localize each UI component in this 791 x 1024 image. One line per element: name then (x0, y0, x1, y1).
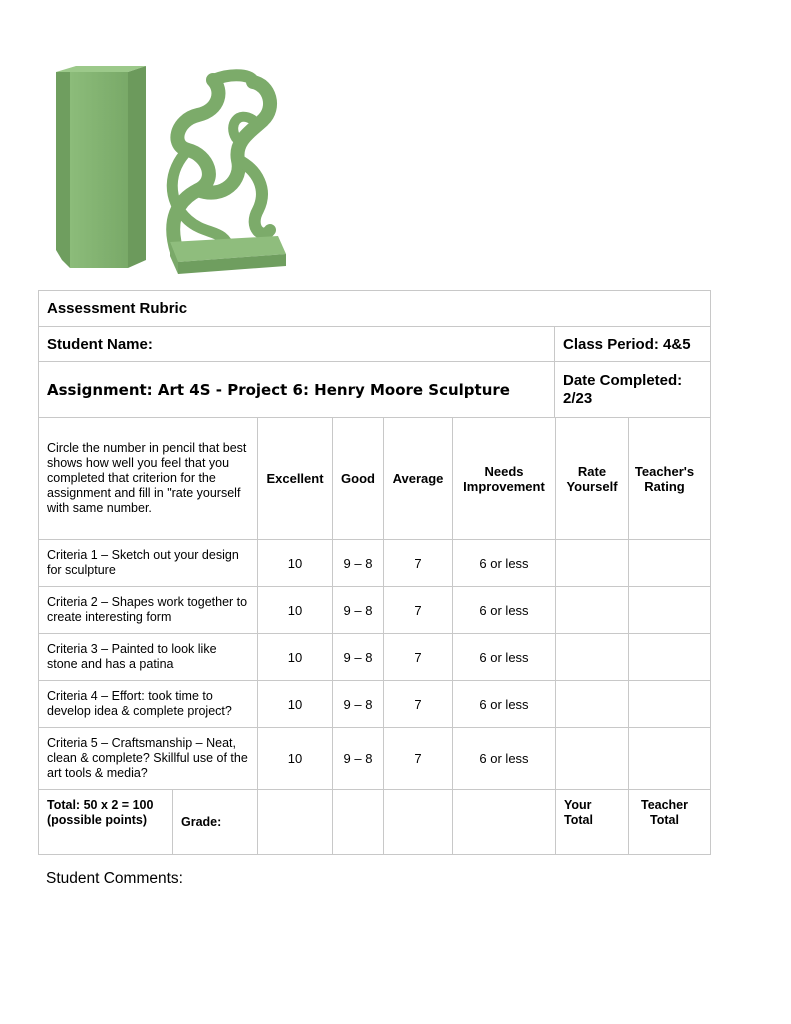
teacher-rating-cell (629, 587, 700, 633)
student-name-label: Student Name: (39, 327, 555, 361)
header-average: Average (384, 418, 453, 539)
header-good: Good (333, 418, 384, 539)
teacher-rating-cell (629, 728, 700, 789)
rate-yourself-cell[interactable] (556, 540, 629, 586)
score-average[interactable]: 7 (384, 587, 453, 633)
score-good[interactable]: 9 – 8 (333, 728, 384, 789)
score-needs-improvement[interactable]: 6 or less (453, 540, 556, 586)
instructions-text: Circle the number in pencil that best shows how well you feel that you completed that criterion for the assignment and fill in "rate yourself with same number. (39, 418, 258, 539)
rubric-title: Assessment Rubric (47, 300, 188, 317)
score-average[interactable]: 7 (384, 540, 453, 586)
rubric-header-row (39, 418, 710, 540)
score-good[interactable]: 9 – 8 (333, 634, 384, 680)
student-comments-label: Student Comments: (46, 870, 183, 887)
criteria-row (39, 681, 710, 728)
rubric-title-row (39, 291, 710, 327)
total-excellent-cell (258, 790, 333, 854)
criteria-text: Criteria 5 – Craftsmanship – Neat, clean & complete? Skillful use of the art tools & media? (39, 728, 258, 789)
score-good[interactable]: 9 – 8 (333, 540, 384, 586)
teacher-total-label: Teacher Total (640, 798, 688, 827)
total-average-cell (384, 790, 453, 854)
criteria-row (39, 540, 710, 587)
teacher-rating-cell (629, 540, 700, 586)
assessment-rubric-table (38, 290, 711, 855)
score-average[interactable]: 7 (384, 634, 453, 680)
assignment-row (39, 362, 710, 418)
score-needs-improvement[interactable]: 6 or less (453, 681, 556, 727)
score-average[interactable]: 7 (384, 728, 453, 789)
criteria-text: Criteria 3 – Painted to look like stone and has a patina (39, 634, 258, 680)
criteria-text: Criteria 4 – Effort: took time to develop idea & complete project? (39, 681, 258, 727)
score-excellent[interactable]: 10 (258, 728, 333, 789)
score-average[interactable]: 7 (384, 681, 453, 727)
foam-block (56, 66, 146, 268)
rate-yourself-cell[interactable] (556, 634, 629, 680)
score-excellent[interactable]: 10 (258, 540, 333, 586)
criteria-text: Criteria 1 – Sketch out your design for sculpture (39, 540, 258, 586)
date-completed-label: Date Completed: 2/23 (563, 371, 683, 407)
your-total-label[interactable]: Your Total (556, 790, 629, 854)
score-good[interactable]: 9 – 8 (333, 681, 384, 727)
score-needs-improvement[interactable]: 6 or less (453, 587, 556, 633)
header-teachers-rating: Teacher's Rating (634, 463, 695, 494)
teacher-rating-cell (629, 634, 700, 680)
total-possible-points: Total: 50 x 2 = 100 (possible points) (39, 790, 173, 854)
total-needs-cell (453, 790, 556, 854)
header-needs-improvement: Needs Improvement (453, 418, 556, 539)
abstract-sculpture (172, 75, 270, 255)
teacher-rating-cell (629, 681, 700, 727)
score-needs-improvement[interactable]: 6 or less (453, 728, 556, 789)
criteria-row (39, 634, 710, 681)
criteria-row (39, 587, 710, 634)
score-excellent[interactable]: 10 (258, 634, 333, 680)
totals-row (39, 790, 710, 854)
assignment-label: Assignment: Art 4S - Project 6: Henry Moore Sculpture (39, 362, 555, 417)
sculpture-base (170, 236, 286, 274)
header-excellent: Excellent (258, 418, 333, 539)
rate-yourself-cell[interactable] (556, 587, 629, 633)
score-needs-improvement[interactable]: 6 or less (453, 634, 556, 680)
grade-label: Grade: (173, 790, 258, 854)
criteria-row (39, 728, 710, 790)
rate-yourself-cell[interactable] (556, 728, 629, 789)
class-period-label: Class Period: 4&5 (563, 335, 691, 353)
header-rate-yourself: Rate Yourself (556, 418, 629, 539)
student-info-row (39, 327, 710, 362)
total-good-cell (333, 790, 384, 854)
score-excellent[interactable]: 10 (258, 681, 333, 727)
score-good[interactable]: 9 – 8 (333, 587, 384, 633)
rate-yourself-cell[interactable] (556, 681, 629, 727)
score-excellent[interactable]: 10 (258, 587, 333, 633)
sculpture-photo (48, 60, 298, 275)
criteria-text: Criteria 2 – Shapes work together to create interesting form (39, 587, 258, 633)
